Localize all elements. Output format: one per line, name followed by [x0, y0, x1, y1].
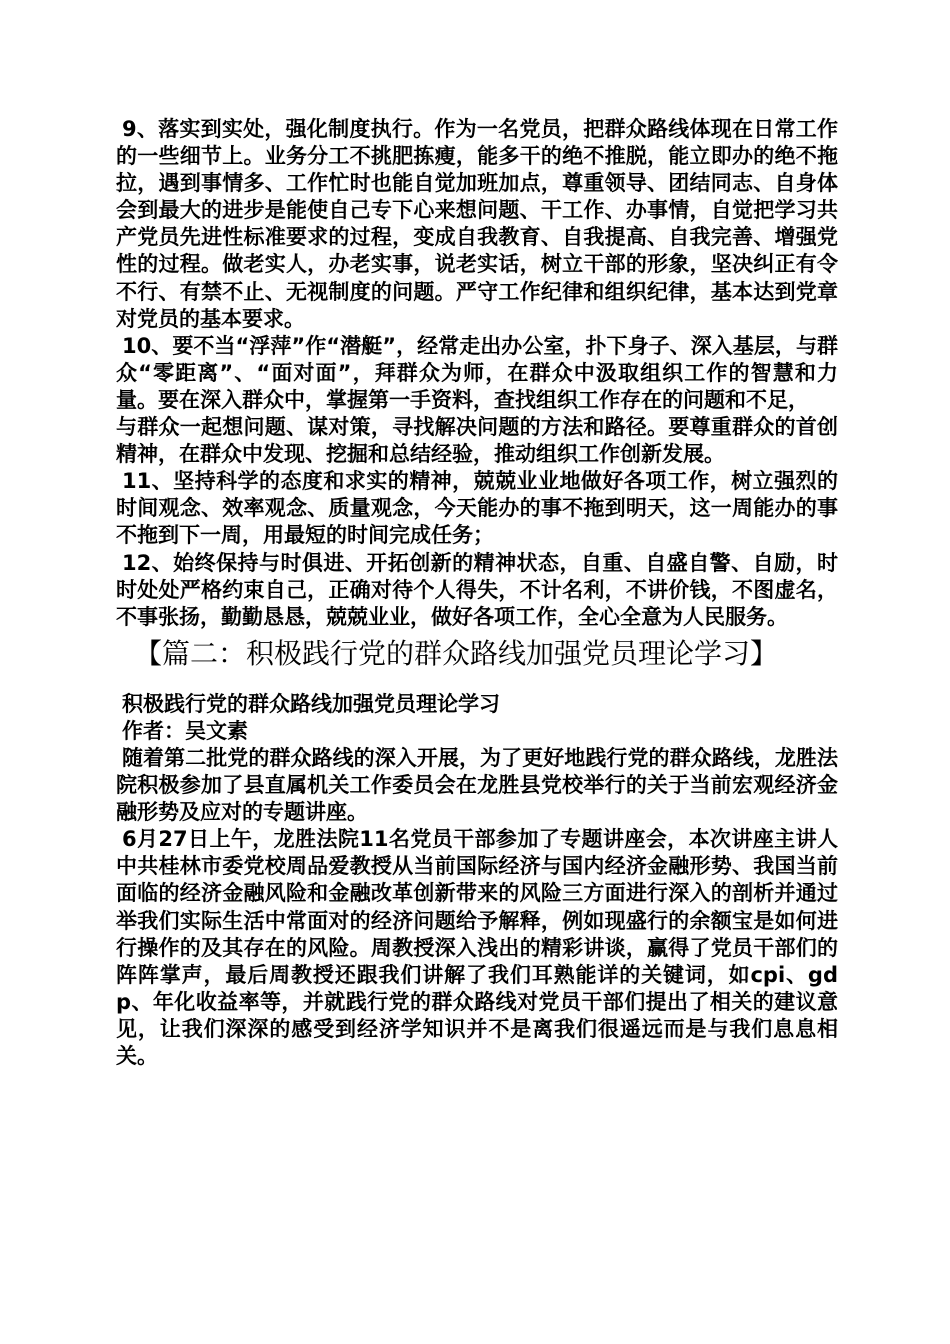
article-title: 积极践行党的群众路线加强党员理论学习 — [122, 691, 500, 716]
section-spacer — [116, 674, 838, 691]
document-body — [116, 116, 838, 1070]
paragraph-item-10-continued: 与群众一起想问题、谋对策，寻找解决问题的方法和路径。要尊重群众的首创精神，在群众中发现、挖掘和总结经验，推动组织工作创新发展。 — [116, 415, 838, 467]
paragraph-item-10: 10、要不当“浮萍”作“潜艇”，经常走出办公室，扑下身子、深入基层，与群众“零距离”、“面对面”，拜群众为师，在群众中汲取组织工作的智慧和力量。要在深入群众中，掌握第一手资料，查找组织工作存在的问题和不足， — [116, 333, 838, 412]
paragraph-item-12: 12、始终保持与时俱进、开拓创新的精神状态，自重、自盛自警、自励，时时处处严格约束自己，正确对待个人得失，不计名利，不讲价钱，不图虚名，不事张扬，勤勤恳恳，兢兢业业，做好各项工作，全心全意为人民服务。 — [116, 550, 838, 629]
section-title: 【篇二：积极践行党的群众路线加强党员理论学习】 — [134, 636, 779, 670]
paragraph-item-11: 11、坚持科学的态度和求实的精神，兢兢业业地做好各项工作，树立强烈的时间观念、效率观念、质量观念，今天能办的事不拖到明天，这一周能办的事不拖到下一周，用最短的时间完成任务； — [116, 469, 838, 548]
article-author: 作者：吴文素 — [122, 718, 248, 743]
article-paragraph-intro: 随着第二批党的群众路线的深入开展，为了更好地践行党的群众路线，龙胜法院积极参加了县直属机关工作委员会在龙胜县党校举行的关于当前宏观经济金融形势及应对的专题讲座。 — [116, 745, 838, 825]
paragraph-item-9: 9、落实到实处，强化制度执行。作为一名党员，把群众路线体现在日常工作的一些细节上。业务分工不挑肥拣瘦，能多干的绝不推脱，能立即办的绝不拖拉，遇到事情多、工作忙时也能自觉加班加点，尊重领导、团结同志、自身体会到最大的进步是能使自己专下心来想问题、干工作、办事情，自觉把学习共产党员先进性标准要求的过程，变成自我教育、自我提高、自我完善、增强党性的过程。做老实人，办老实事，说老实话，树立干部的形象，坚决纠正有令不行、有禁不止、无视制度的问题。严守工作纪律和组织纪律，基本达到党章对党员的基本要求。 — [116, 117, 838, 331]
article-paragraph-lecture: 6月27日上午，龙胜法院11名党员干部参加了专题讲座会，本次讲座主讲人中共桂林市委党校周品爱教授从当前国际经济与国内经济金融形势、我国当前面临的经济金融风险和金融改革创新带来的风险三方面进行深入的剖析并通过举我们实际生活中常面对的经济问题给予解释，例如现盛行的余额宝是如何进行操作的及其存在的风险。周教授深入浅出的精彩讲谈，赢得了党员干部们的阵阵掌声，最后周教授还跟我们讲解了我们耳熟能详的关键词，如cpi、gdp、年化收益率等，并就践行党的群众路线对党员干部们提出了相关的建议意见，让我们深深的感受到经济学知识并不是离我们很遥远而是与我们息息相关。 — [116, 827, 838, 1068]
